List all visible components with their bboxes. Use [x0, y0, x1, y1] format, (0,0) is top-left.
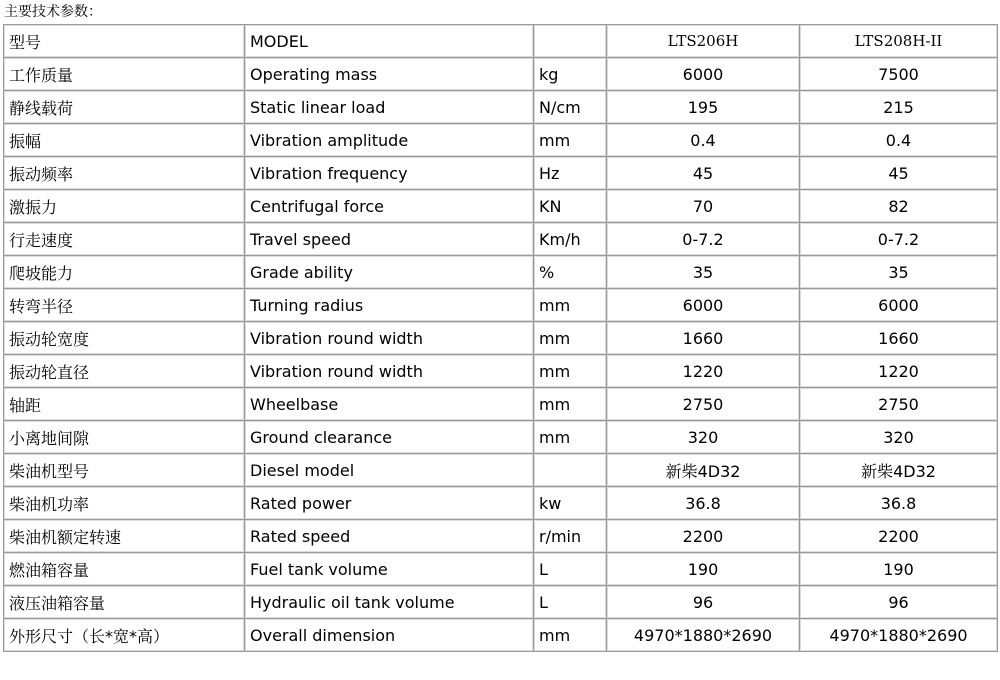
table-row	[4, 91, 998, 124]
header-cell-model-2: LTS208H-II	[800, 25, 998, 58]
cell-param-cn: 振动频率	[4, 157, 245, 190]
cell-param-en: Operating mass	[245, 58, 534, 91]
cell-param-en: Fuel tank volume	[245, 553, 534, 586]
header-cell-model-1: LTS206H	[607, 25, 800, 58]
table-header-row	[4, 25, 998, 58]
cell-value-model-1: 96	[607, 586, 800, 619]
cell-param-cn: 爬坡能力	[4, 256, 245, 289]
cell-param-cn: 行走速度	[4, 223, 245, 256]
cell-param-en: Hydraulic oil tank volume	[245, 586, 534, 619]
cell-param-en: Centrifugal force	[245, 190, 534, 223]
cell-param-en: Rated speed	[245, 520, 534, 553]
cell-value-model-2: 96	[800, 586, 998, 619]
cell-param-cn: 激振力	[4, 190, 245, 223]
cell-unit: kg	[534, 58, 607, 91]
cell-param-en: Grade ability	[245, 256, 534, 289]
cell-unit: mm	[534, 355, 607, 388]
cell-value-model-1: 6000	[607, 58, 800, 91]
table-row	[4, 421, 998, 454]
cell-unit: kw	[534, 487, 607, 520]
cell-value-model-1: 4970*1880*2690	[607, 619, 800, 652]
cell-param-cn: 振幅	[4, 124, 245, 157]
cell-value-model-2: 82	[800, 190, 998, 223]
cell-param-cn: 外形尺寸（长*宽*高）	[4, 619, 245, 652]
cell-param-en: Overall dimension	[245, 619, 534, 652]
cell-param-en: Vibration amplitude	[245, 124, 534, 157]
cell-value-model-1: 320	[607, 421, 800, 454]
cell-value-model-2: 1660	[800, 322, 998, 355]
cell-value-model-2: 45	[800, 157, 998, 190]
table-row	[4, 124, 998, 157]
cell-value-model-1: 35	[607, 256, 800, 289]
table-row	[4, 553, 998, 586]
cell-param-cn: 振动轮直径	[4, 355, 245, 388]
table-row	[4, 190, 998, 223]
cell-param-cn: 工作质量	[4, 58, 245, 91]
cell-param-cn: 轴距	[4, 388, 245, 421]
cell-param-en: Static linear load	[245, 91, 534, 124]
cell-value-model-1: 2200	[607, 520, 800, 553]
header-cell-cn: 型号	[4, 25, 245, 58]
cell-value-model-2: 0.4	[800, 124, 998, 157]
cell-param-cn: 转弯半径	[4, 289, 245, 322]
cell-unit: L	[534, 553, 607, 586]
cell-value-model-1: 190	[607, 553, 800, 586]
cell-unit: Km/h	[534, 223, 607, 256]
cell-unit: %	[534, 256, 607, 289]
table-row	[4, 289, 998, 322]
cell-param-cn: 液压油箱容量	[4, 586, 245, 619]
cell-value-model-1: 0-7.2	[607, 223, 800, 256]
table-row	[4, 322, 998, 355]
cell-value-model-1: 2750	[607, 388, 800, 421]
cell-value-model-2: 215	[800, 91, 998, 124]
cell-value-model-2: 35	[800, 256, 998, 289]
cell-value-model-1: 195	[607, 91, 800, 124]
cell-unit	[534, 454, 607, 487]
cell-param-cn: 柴油机功率	[4, 487, 245, 520]
header-cell-en: MODEL	[245, 25, 534, 58]
cell-unit: mm	[534, 421, 607, 454]
cell-param-cn: 燃油箱容量	[4, 553, 245, 586]
table-row	[4, 355, 998, 388]
cell-param-en: Vibration frequency	[245, 157, 534, 190]
header-cell-unit	[534, 25, 607, 58]
table-row	[4, 619, 998, 652]
cell-param-en: Ground clearance	[245, 421, 534, 454]
cell-param-en: Vibration round width	[245, 355, 534, 388]
cell-value-model-2: 2750	[800, 388, 998, 421]
table-row	[4, 58, 998, 91]
cell-unit: mm	[534, 388, 607, 421]
table-row	[4, 157, 998, 190]
cell-unit: mm	[534, 289, 607, 322]
cell-unit: mm	[534, 124, 607, 157]
cell-value-model-1: 0.4	[607, 124, 800, 157]
cell-value-model-1: 36.8	[607, 487, 800, 520]
cell-param-en: Diesel model	[245, 454, 534, 487]
cell-unit: N/cm	[534, 91, 607, 124]
table-row	[4, 520, 998, 553]
cell-unit: mm	[534, 322, 607, 355]
table-row	[4, 388, 998, 421]
cell-param-en: Wheelbase	[245, 388, 534, 421]
cell-value-model-2: 36.8	[800, 487, 998, 520]
cell-param-en: Travel speed	[245, 223, 534, 256]
cell-value-model-2: 7500	[800, 58, 998, 91]
cell-value-model-2: 2200	[800, 520, 998, 553]
cell-value-model-2: 新柴4D32	[800, 454, 998, 487]
table-row	[4, 586, 998, 619]
cell-param-cn: 静线载荷	[4, 91, 245, 124]
cell-value-model-1: 6000	[607, 289, 800, 322]
cell-unit: r/min	[534, 520, 607, 553]
cell-value-model-2: 6000	[800, 289, 998, 322]
cell-value-model-2: 1220	[800, 355, 998, 388]
cell-param-cn: 柴油机额定转速	[4, 520, 245, 553]
cell-param-en: Rated power	[245, 487, 534, 520]
table-row	[4, 256, 998, 289]
cell-param-cn: 振动轮宽度	[4, 322, 245, 355]
spec-table	[3, 24, 998, 652]
cell-value-model-2: 190	[800, 553, 998, 586]
cell-value-model-1: 70	[607, 190, 800, 223]
page-title: 主要技术参数：	[4, 4, 102, 20]
table-row	[4, 223, 998, 256]
table-row	[4, 487, 998, 520]
cell-value-model-1: 1220	[607, 355, 800, 388]
cell-param-cn: 小离地间隙	[4, 421, 245, 454]
cell-param-cn: 柴油机型号	[4, 454, 245, 487]
cell-unit: mm	[534, 619, 607, 652]
cell-value-model-1: 45	[607, 157, 800, 190]
table-row	[4, 454, 998, 487]
cell-param-en: Turning radius	[245, 289, 534, 322]
cell-value-model-2: 0-7.2	[800, 223, 998, 256]
cell-value-model-1: 新柴4D32	[607, 454, 800, 487]
cell-value-model-1: 1660	[607, 322, 800, 355]
cell-unit: KN	[534, 190, 607, 223]
cell-value-model-2: 4970*1880*2690	[800, 619, 998, 652]
cell-param-en: Vibration round width	[245, 322, 534, 355]
cell-value-model-2: 320	[800, 421, 998, 454]
cell-unit: L	[534, 586, 607, 619]
cell-unit: Hz	[534, 157, 607, 190]
